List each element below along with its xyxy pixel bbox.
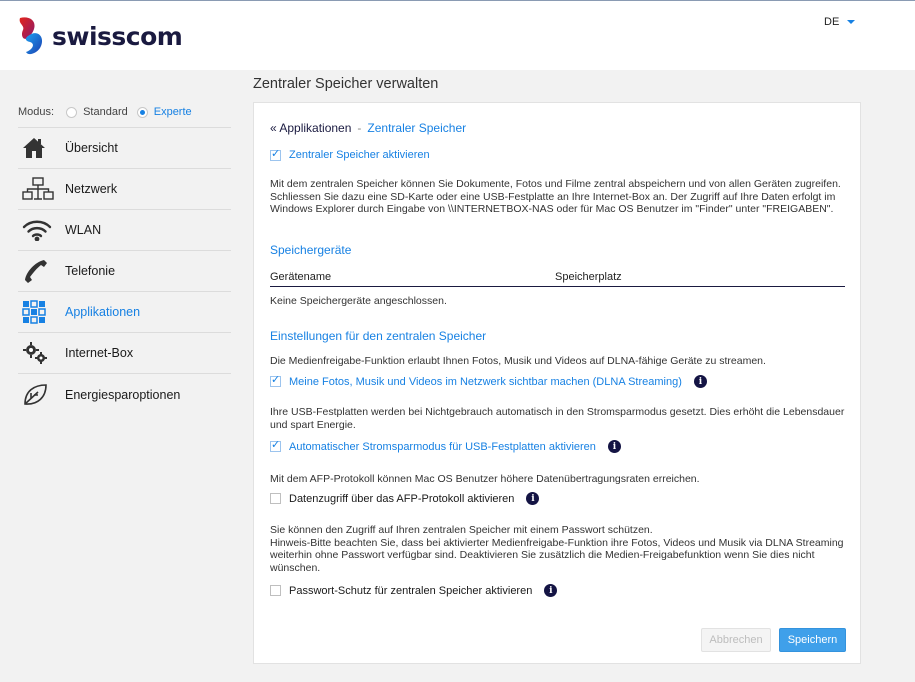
checkbox-checked-icon[interactable] bbox=[270, 150, 281, 161]
swisscom-logo-icon bbox=[14, 16, 46, 56]
home-icon bbox=[22, 134, 62, 162]
language-label: DE bbox=[824, 16, 840, 28]
password-option[interactable] bbox=[270, 584, 557, 597]
caret-down-icon bbox=[847, 20, 855, 24]
password-option-label: Passwort-Schutz für zentralen Speicher aktivieren bbox=[289, 584, 533, 597]
brand-name: swisscom bbox=[52, 21, 183, 51]
devices-heading: Speichergeräte bbox=[270, 243, 352, 257]
mode-switch bbox=[18, 104, 231, 120]
gears-icon bbox=[22, 339, 62, 367]
sidebar-item-internet-box[interactable] bbox=[18, 333, 231, 374]
phone-icon bbox=[22, 257, 62, 285]
cancel-button[interactable]: Abbrechen bbox=[701, 628, 771, 652]
top-bar bbox=[0, 0, 915, 70]
page-title: Zentraler Speicher verwalten bbox=[253, 76, 439, 92]
checkbox-checked-icon[interactable] bbox=[270, 441, 281, 452]
mode-standard-label: Standard bbox=[83, 106, 128, 118]
checkbox-icon[interactable] bbox=[270, 585, 281, 596]
apps-icon bbox=[22, 298, 62, 326]
sidebar-item-label: Internet-Box bbox=[65, 346, 134, 360]
enable-storage-option[interactable] bbox=[270, 149, 430, 161]
dlna-description: Die Medienfreigabe-Funktion erlaubt Ihnen Fotos, Musik und Videos auf DLNA-fähige Geräte zu streamen. bbox=[270, 355, 766, 367]
radio-icon bbox=[66, 107, 77, 118]
sidebar-item-label: Energiesparoptionen bbox=[65, 387, 181, 402]
sidebar-item-netzwerk[interactable] bbox=[18, 169, 231, 210]
column-header-device-name: Gerätename bbox=[270, 271, 332, 283]
leaf-icon bbox=[22, 381, 62, 409]
afp-option[interactable] bbox=[270, 492, 539, 505]
password-description: Sie können den Zugriff auf Ihren zentralen Speicher mit einem Passwort schützen. Hinweis-Bitte beachten Sie, dass bei aktivierter Medienfreigabe-Funktion ihre Fotos, Videos und Musik via DLNA Streaming weiterhin ohne Passwort verfügbar sind. Deaktivieren Sie zusätzlich die Medien-Freigabefunktion wenn Sie dies nicht wünschen. bbox=[270, 524, 844, 574]
network-icon bbox=[22, 175, 62, 203]
sidebar-item-telefonie[interactable] bbox=[18, 251, 231, 292]
devices-table-header bbox=[270, 271, 845, 287]
breadcrumb bbox=[270, 121, 466, 135]
column-header-storage: Speicherplatz bbox=[555, 271, 622, 283]
sidebar-item-label: WLAN bbox=[65, 223, 102, 237]
language-selector[interactable] bbox=[824, 16, 855, 28]
breadcrumb-current: Zentraler Speicher bbox=[367, 121, 467, 135]
mode-label: Modus: bbox=[18, 106, 55, 118]
intro-text: Mit dem zentralen Speicher können Sie Dokumente, Fotos und Filme zentral abspeichern und von allen Geräten zugreifen. Schliessen Sie dazu eine SD-Karte oder eine USB-Festplatte an Ihre Internet-Box an. Der Zugriff auf Ihre Daten erfolgt im Windows Explorer durch Eingabe von \\INTERNETBOX-NAS oder für Mac OS Benutzer im "Finder" unter "FREIGABEN". bbox=[270, 178, 841, 215]
afp-option-label: Datenzugriff über das AFP-Protokoll aktivieren bbox=[289, 492, 515, 505]
usb-power-option[interactable] bbox=[270, 440, 621, 453]
dlna-option[interactable] bbox=[270, 375, 707, 388]
sidebar-item-label: Applikationen bbox=[65, 305, 141, 319]
devices-empty-text: Keine Speichergeräte angeschlossen. bbox=[270, 295, 447, 307]
sidebar-item-energiesparoptionen[interactable] bbox=[18, 374, 231, 415]
radio-selected-icon bbox=[137, 107, 148, 118]
checkbox-icon[interactable] bbox=[270, 493, 281, 504]
content-panel bbox=[253, 102, 861, 664]
mode-expert-label: Experte bbox=[153, 106, 192, 118]
sidebar-item-label: Netzwerk bbox=[65, 182, 118, 196]
dlna-option-label: Meine Fotos, Musik und Videos im Netzwerk sichtbar machen (DLNA Streaming) bbox=[289, 375, 682, 388]
settings-heading: Einstellungen für den zentralen Speicher bbox=[270, 329, 487, 343]
mode-expert-radio[interactable] bbox=[137, 106, 192, 118]
sidebar-item-uebersicht[interactable] bbox=[18, 128, 231, 169]
enable-storage-label: Zentraler Speicher aktivieren bbox=[289, 149, 430, 161]
breadcrumb-back-link[interactable]: « Applikationen bbox=[270, 121, 352, 135]
usb-description: Ihre USB-Festplatten werden bei Nichtgebrauch automatisch in den Stromsparmodus gesetzt. Dies erhöht die Lebensdauer und spart Energie. bbox=[270, 406, 845, 431]
afp-description: Mit dem AFP-Protokoll können Mac OS Benutzer höhere Datenübertragungsraten erreichen. bbox=[270, 473, 700, 485]
breadcrumb-separator: - bbox=[357, 121, 362, 135]
checkbox-checked-icon[interactable] bbox=[270, 376, 281, 387]
sidebar bbox=[18, 104, 231, 415]
wifi-icon bbox=[22, 216, 62, 244]
info-icon[interactable]: i bbox=[526, 492, 539, 505]
main-nav bbox=[18, 127, 231, 415]
mode-standard-radio[interactable] bbox=[66, 106, 128, 118]
sidebar-item-applikationen[interactable] bbox=[18, 292, 231, 333]
swisscom-logo[interactable] bbox=[14, 16, 182, 56]
sidebar-item-wlan[interactable] bbox=[18, 210, 231, 251]
usb-power-option-label: Automatischer Stromsparmodus für USB-Festplatten aktivieren bbox=[289, 440, 596, 453]
sidebar-item-label: Telefonie bbox=[65, 264, 116, 278]
info-icon[interactable]: i bbox=[544, 584, 557, 597]
info-icon[interactable]: i bbox=[608, 440, 621, 453]
save-button[interactable]: Speichern bbox=[779, 628, 846, 652]
info-icon[interactable]: i bbox=[694, 375, 707, 388]
sidebar-item-label: Übersicht bbox=[65, 141, 118, 155]
